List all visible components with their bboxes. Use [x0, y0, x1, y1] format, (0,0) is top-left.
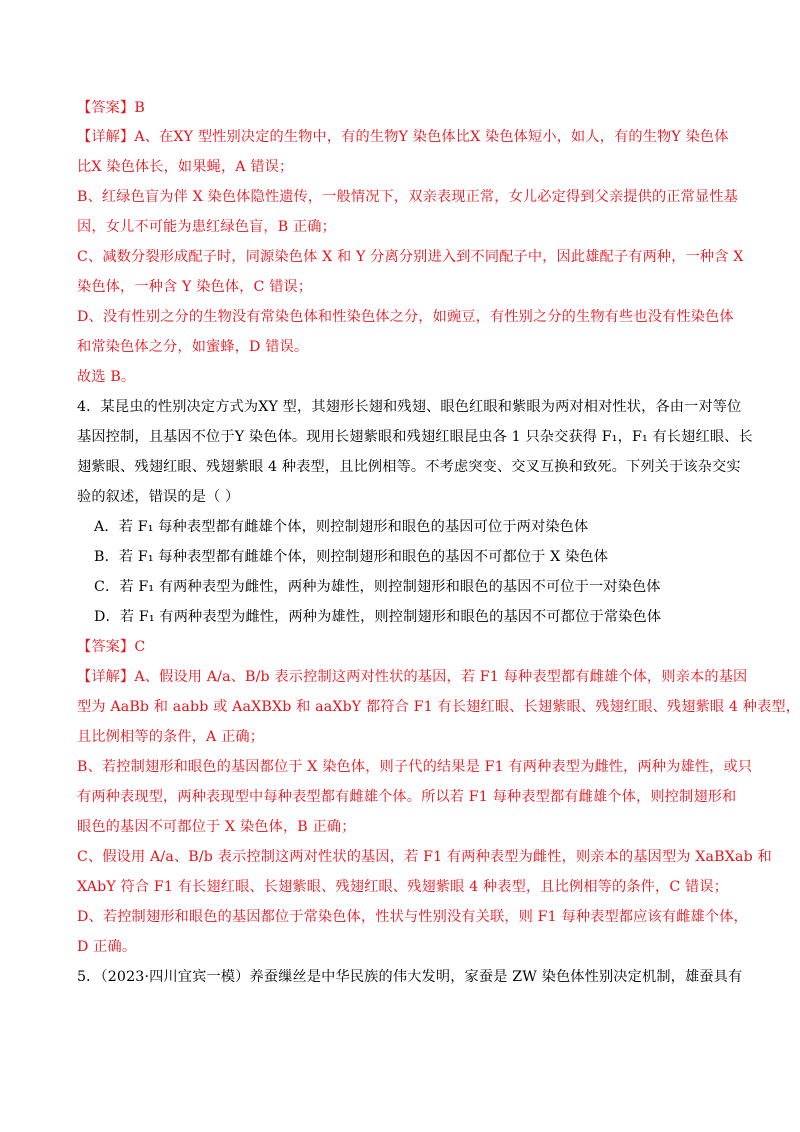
- q4-detail-line: XAbY 符合 F1 有长翅红眼、长翅紫眼、残翅红眼、残翅紫眼 4 种表型，且比例相等的条件，C 错误；: [77, 879, 729, 895]
- q4-detail-line: 型为 AaBb 和 aabb 或 AaXBXb 和 aaXbY 都符合 F1 有长翅红眼、长翅紫眼、残翅红眼、残翅紫眼 4 种表型，: [77, 699, 800, 715]
- q4-detail-line: 眼色的基因不可都位于 X 染色体，B 正确；: [77, 819, 356, 835]
- q3-detail-line: 因，女儿不可能为患红绿色盲，B 正确；: [77, 219, 336, 235]
- q4-option-c: C．若 F₁ 有两种表型为雌性，两种为雄性，则控制翅形和眼色的基因不可位于一对染色体: [94, 579, 661, 595]
- q3-detail-line: 比X 染色体长，如果蝇，A 错误；: [77, 159, 294, 175]
- q3-answer: 【答案】B: [77, 100, 145, 116]
- q3-detail-line: 染色体，一种含 Y 染色体，C 错误；: [77, 279, 313, 295]
- q3-detail-line: D、没有性别之分的生物没有常染色体和性染色体之分，如豌豆，有性别之分的生物有些也没有性染色体: [77, 309, 734, 325]
- q3-detail-line: C、减数分裂形成配子时，同源染色体 X 和 Y 分离分别进入到不同配子中，因此雄配子有两种，一种含 X: [77, 249, 744, 265]
- q4-option-b: B．若 F₁ 每种表型都有雌雄个体，则控制翅形和眼色的基因不可都位于 X 染色体: [94, 549, 609, 565]
- q4-stem-line: 翅紫眼、残翅红眼、残翅紫眼 4 种表型，且比例相等。不考虑突变、交叉互换和致死。下列关于该杂交实: [77, 459, 741, 475]
- q4-detail-line: D、若控制翅形和眼色的基因都位于常染色体，性状与性别没有关联，则 F1 每种表型都应该有雌雄个体，: [77, 909, 748, 925]
- q3-detail-line: 和常染色体之分，如蜜蜂，D 错误。: [77, 339, 309, 355]
- q4-detail-line: 且比例相等的条件，A 正确；: [77, 729, 265, 745]
- q4-stem-line: 基因控制，且基因不位于Y 染色体。现用长翅紫眼和残翅红眼昆虫各 1 只杂交获得 F₁，F₁ 有长翅红眼、长: [77, 429, 753, 445]
- q4-stem-line: 验的叙述，错误的是（ ）: [77, 489, 240, 505]
- q4-stem-line: 4．某昆虫的性别决定方式为XY 型，其翅形长翅和残翅、眼色红眼和紫眼为两对相对性状，各由一对等位: [77, 399, 742, 415]
- q4-detail-line: C、假设用 A/a、B/b 表示控制这两对性状的基因，若 F1 有两种表型为雌性，则亲本的基因型为 XaBXab 和: [77, 849, 772, 865]
- q3-detail-line: B、红绿色盲为伴 X 染色体隐性遗传，一般情况下，双亲表现正常，女儿必定得到父亲提供的正常显性基: [77, 189, 738, 205]
- q5-stem-line: 5．（2023·四川宜宾一模）养蚕缫丝是中华民族的伟大发明，家蚕是 ZW 染色体性别决定机制，雄蚕具有: [77, 969, 743, 985]
- q4-detail-line: 【详解】A、假设用 A/a、B/b 表示控制这两对性状的基因，若 F1 每种表型都有雌雄个体，则亲本的基因: [77, 669, 748, 685]
- q4-detail-line: 有两种表现型，两种表现型中每种表型都有雌雄个体。所以若 F1 每种表型都有雌雄个体，则控制翅形和: [77, 789, 737, 805]
- q4-option-a: A．若 F₁ 每种表型都有雌雄个体，则控制翅形和眼色的基因可位于两对染色体: [94, 519, 589, 535]
- q4-option-d: D．若 F₁ 有两种表型为雌性，两种为雄性，则控制翅形和眼色的基因不可都位于常染色体: [94, 609, 662, 625]
- q3-conclusion: 故选 B。: [77, 369, 136, 385]
- q4-answer: 【答案】C: [77, 639, 146, 655]
- q3-detail-line: 【详解】A、在XY 型性别决定的生物中，有的生物Y 染色体比X 染色体短小，如人，有的生物Y 染色体: [77, 129, 729, 145]
- q4-detail-line: D 正确。: [77, 939, 137, 955]
- q4-detail-line: B、若控制翅形和眼色的基因都位于 X 染色体，则子代的结果是 F1 有两种表型为雌性，两种为雄性，或只: [77, 759, 753, 775]
